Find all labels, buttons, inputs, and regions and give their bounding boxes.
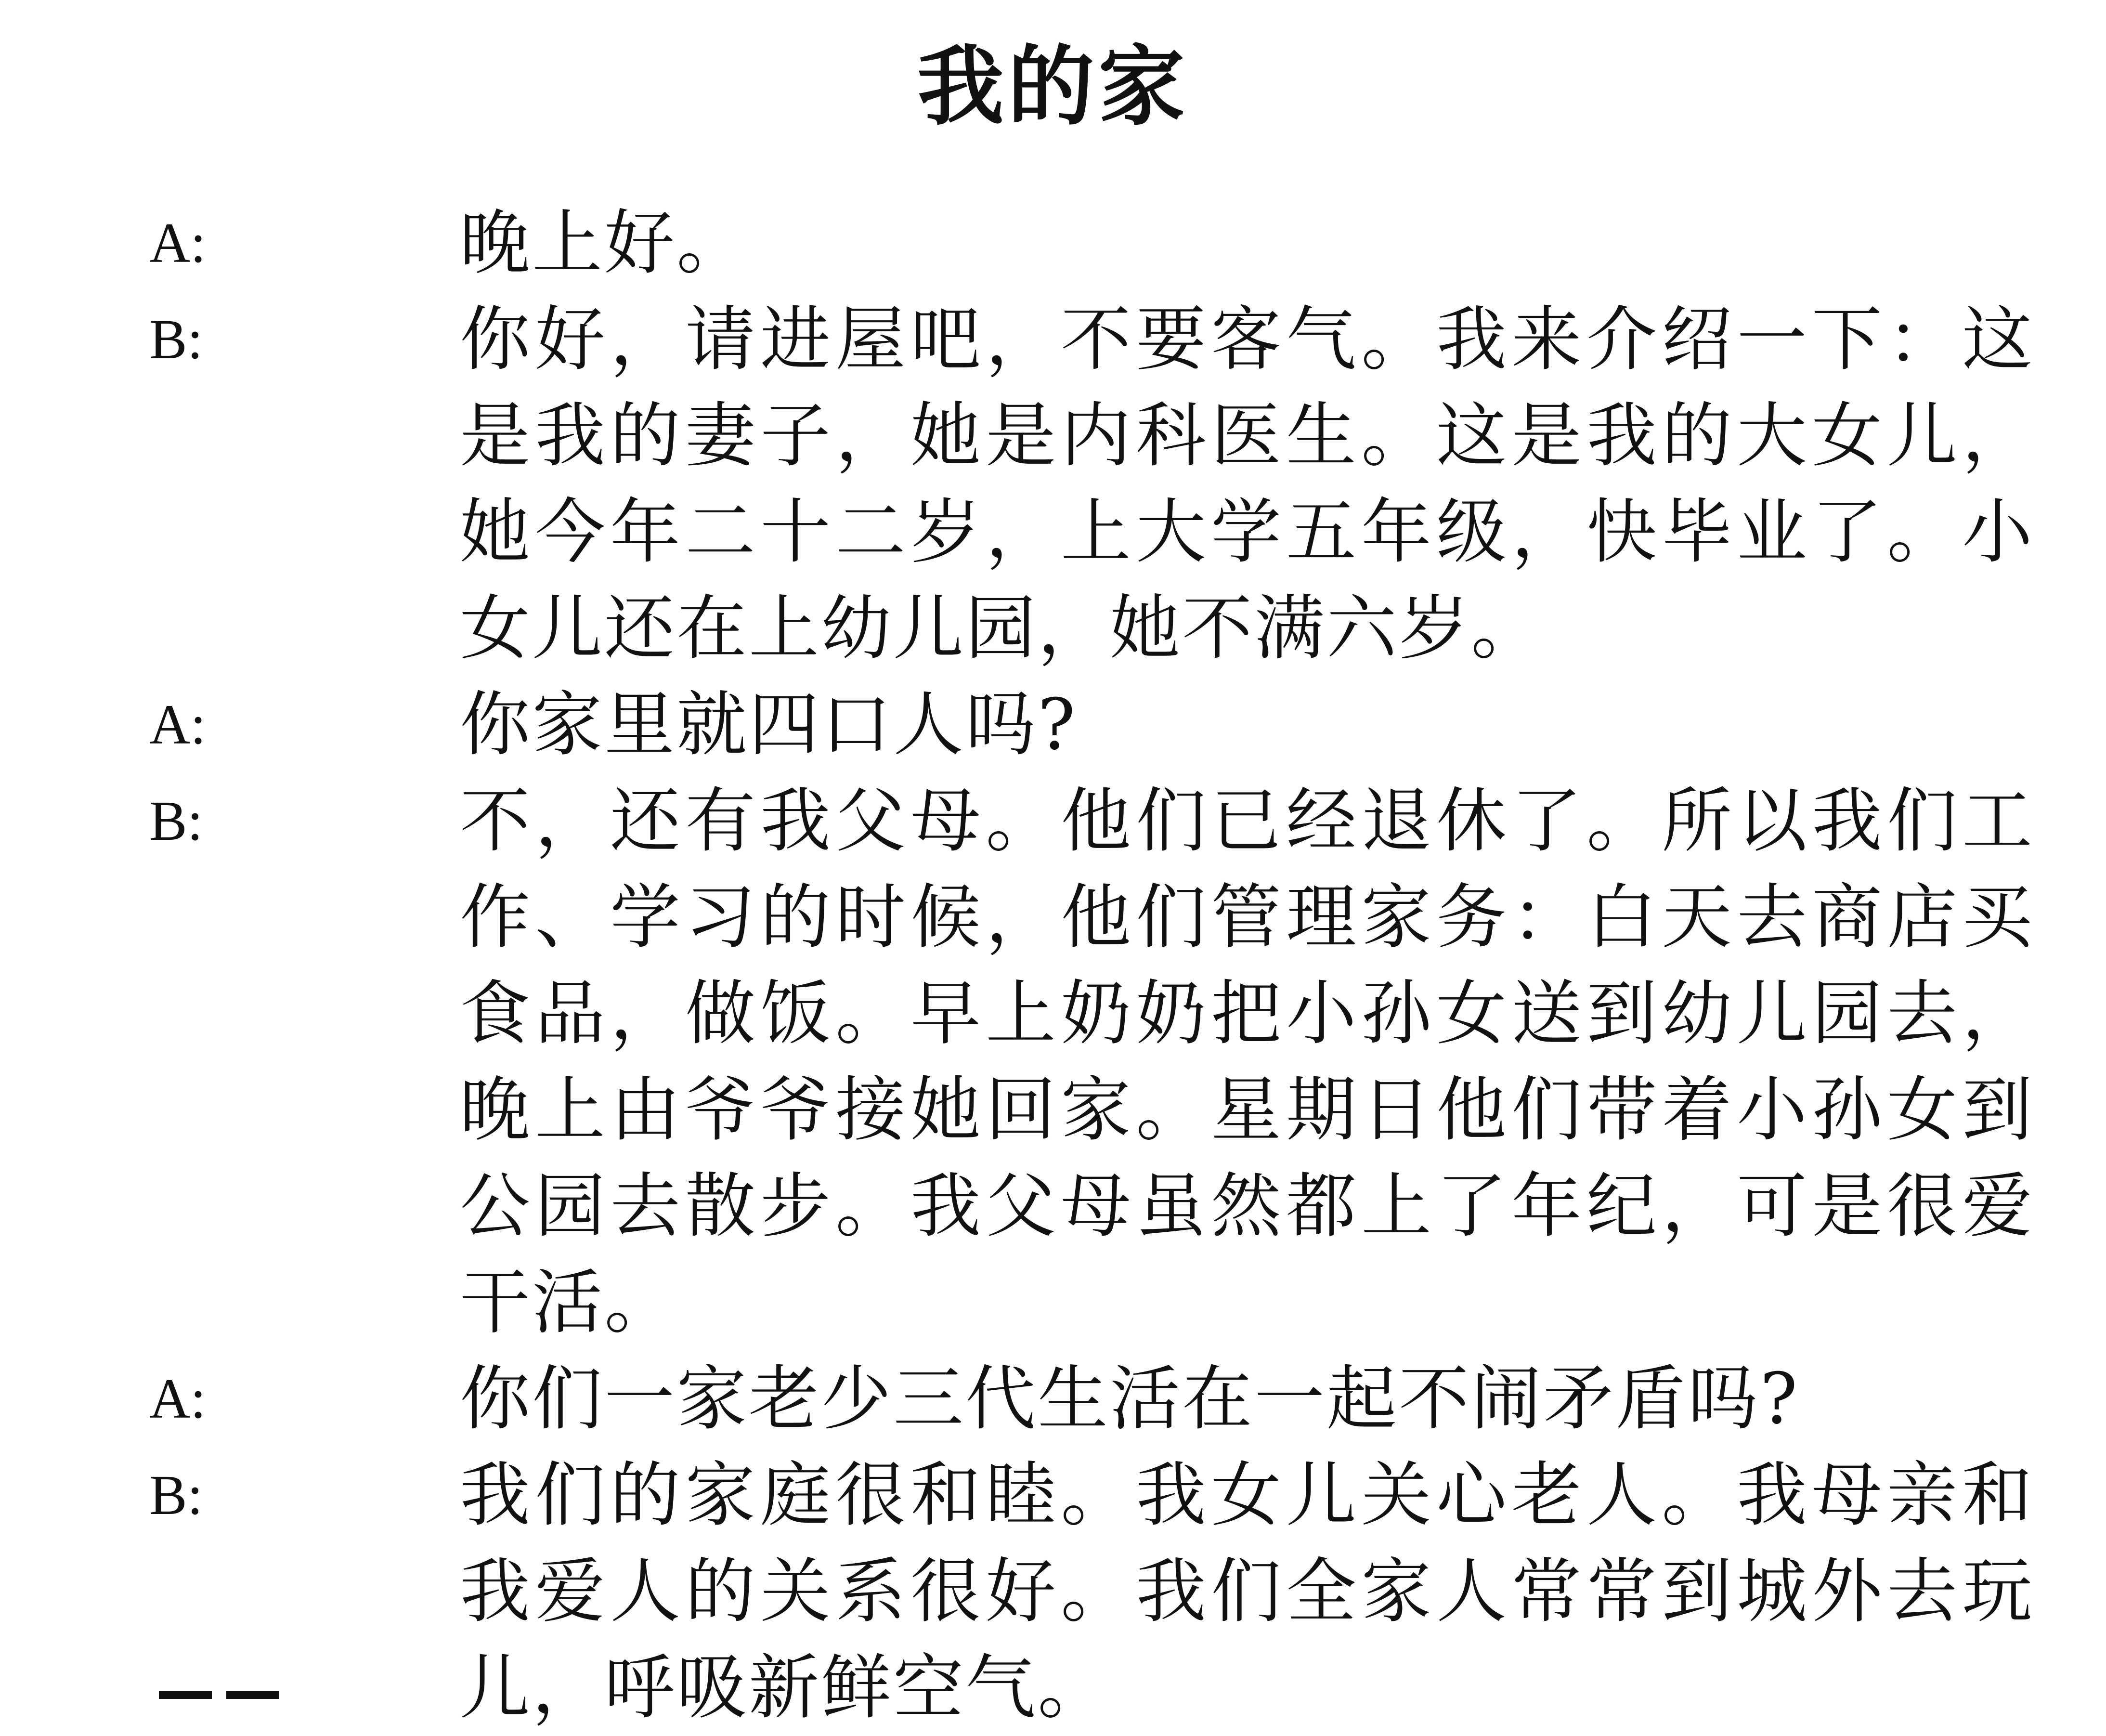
speaker-label: A:: [149, 693, 206, 756]
speaker-label: B:: [149, 1463, 203, 1527]
dialogue-line: 晚上好。: [460, 202, 749, 284]
dialogue-line: 你们一家老少三代生活在一起不闹矛盾吗?: [460, 1358, 1800, 1440]
page-title: 我的家: [917, 36, 1189, 137]
dialogue: [0, 195, 2106, 1736]
speaker-label: A:: [149, 1367, 206, 1430]
dialogue-line: 我们的家庭很和睦。我女儿关心老人。我母亲和我爱人的关系很好。我们全家人常常到城外去玩儿，呼吸新鲜空气。: [460, 1454, 2034, 1729]
dialogue-turn: [0, 195, 2106, 291]
cropped-glyph: [226, 1691, 279, 1699]
speaker-label: B:: [149, 308, 203, 371]
dialogue-line: 你家里就四口人吗?: [460, 684, 1078, 766]
dialogue-turn: [0, 291, 2106, 677]
dialogue-turn: [0, 677, 2106, 773]
dialogue-line: 不，还有我父母。他们已经退休了。所以我们工作、学习的时候，他们管理家务：白天去商店买食品，做饭。早上奶奶把小孙女送到幼儿园去，晚上由爷爷接她回家。星期日他们带着小孙女到公园去散步。我父母虽然都上了年纪，可是很爱干活。: [460, 780, 2034, 1344]
dialogue-turn: [0, 773, 2106, 1351]
dialogue-turn: [0, 1447, 2106, 1736]
speaker-label: A:: [149, 211, 206, 274]
cropped-glyph: [159, 1691, 212, 1699]
speaker-label: B:: [149, 789, 203, 852]
dialogue-line: 你好，请进屋吧，不要客气。我来介绍一下：这是我的妻子，她是内科医生。这是我的大女儿，她今年二十二岁，上大学五年级，快毕业了。小女儿还在上幼儿园，她不满六岁。: [460, 299, 2034, 669]
dialogue-turn: [0, 1351, 2106, 1447]
cropped-text-fragment: [159, 1684, 294, 1699]
